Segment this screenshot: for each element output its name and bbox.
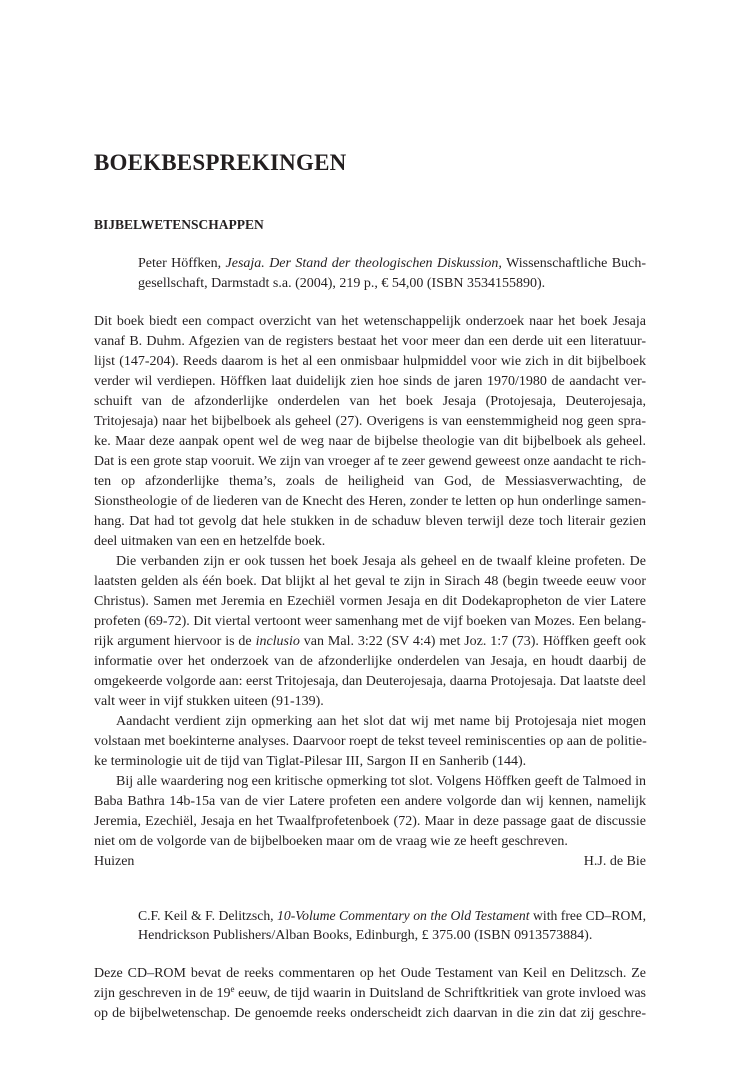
review1-p4-line: Bij alle waardering nog een kritische opmerking tot slot. Volgens Höffken geeft de Talmoed in — [116, 774, 646, 789]
review1-p2-line: Christus). Samen met Jeremia en Ezechiël vormen Jesaja en dit Dodekapropheton de vier Latere — [94, 594, 646, 609]
text-run: eeuw, de tijd waarin in Duitsland de Schriftkritiek van grote invloed was — [234, 986, 647, 1001]
review2-citation-line1 — [138, 906, 646, 926]
review1-citation-line1 — [138, 254, 646, 274]
review1-p1-line: hang. Dat had tot gevolg dat hele stukken in de schaduw bleven terwijl deze toch literair gezien — [94, 514, 646, 529]
review1-p1-line: Tritojesaja) naar het bijbelboek als geheel (27). Overigens is van eenstemmigheid nog geen spra- — [94, 414, 646, 429]
review1-p3-line: Aandacht verdient zijn opmerking aan het slot dat wij met name bij Protojesaja niet mogen — [116, 714, 646, 729]
citation-title: 10-Volume Commentary on the Old Testament — [277, 908, 530, 923]
review1-p1-line: deel uitmaken van een en hetzelfde boek. — [94, 534, 326, 549]
review1-p4-line: niet om de volgorde van de bijbelboeken maar om de vraag wie ze heeft geschreven. — [94, 834, 568, 849]
section-heading: BIJBELWETENSCHAPPEN — [94, 217, 264, 232]
citation-author: Peter Höffken, — [138, 256, 226, 271]
review1-citation-line2: gesellschaft, Darmstadt s.a. (2004), 219 p., € 54,00 (ISBN 3534155890). — [138, 276, 546, 291]
citation-publisher: Wissenschaftliche Buch- — [501, 256, 647, 271]
review1-p1-line: schuift van de afzonderlijke onderdelen van het boek Jesaja (Protojesaja, Deuterojesaja, — [94, 394, 646, 409]
text-run: zijn geschreven in de 19 — [94, 986, 231, 1001]
review1-p1-line: verder wil verdiepen. Höffken laat duidelijk zien hoe sinds de jaren 1970/1980 de aandacht ver- — [94, 374, 646, 389]
review1-signature — [94, 852, 646, 872]
review-place: Huizen — [94, 854, 135, 869]
superscript: e — [230, 984, 235, 994]
emphasis: inclusio — [255, 634, 300, 649]
review1-p2-line: laatsten gelden als één boek. Dat blijkt al het geval te zijn in Sirach 48 (begin tweede eeuw voor — [94, 574, 646, 589]
review1-p2-line: omgekeerde volgorde aan: eerst Tritojesaja, dan Deuterojesaja, daarna Protojesaja. Dat laatste deel — [94, 674, 647, 689]
text-run: van Mal. 3:22 (SV 4:4) met Joz. 1:7 (73). Höffken geeft ook — [299, 634, 646, 649]
review2-p1-line — [94, 984, 646, 1004]
review1-p2-line: Die verbanden zijn er ook tussen het boek Jesaja als geheel en de twaalf kleine profeten. De — [116, 554, 646, 569]
text-run: rijk argument hiervoor is de — [94, 634, 256, 649]
review1-p1-line: lijst (147-204). Reeds daarom is het al een onmisbaar hulpmiddel voor wie zich in dit bijbelboek — [94, 354, 646, 369]
review1-p1-line: Dat is een grote stap vooruit. We zijn van vroeger af te zeer gewend geweest onze aandacht te rich- — [94, 454, 646, 469]
review1-p2-line: informatie over het onderzoek van de afzonderlijke onderdelen van Jesaja, en houdt daarbij de — [94, 654, 646, 669]
citation-title: Jesaja. Der Stand der theologischen Diskussion, — [225, 256, 502, 271]
review1-p1-line: Sionstheologie of de liederen van de Knecht des Heren, zonder te letten op hun onderlinge samen- — [94, 494, 646, 509]
reviewer-name: H.J. de Bie — [583, 854, 646, 869]
citation-author: C.F. Keil & F. Delitzsch, — [138, 908, 278, 923]
review1-p3-line: ke terminologie uit de tijd van Tiglat-Pilesar III, Sargon II en Sanherib (144). — [94, 754, 527, 769]
review1-p1-line: Dit boek biedt een compact overzicht van het wetenschappelijk onderzoek naar het boek Jesaja — [94, 314, 646, 329]
review1-p1-line: ke. Maar deze aanpak opent wel de weg naar de bijbelse theologie van dit bijbelboek als geheel. — [94, 434, 646, 449]
review1-p2-line: valt weer in vijf stukken uiteen (91-139). — [94, 694, 324, 709]
review1-p3-line: volstaan met boekinterne analyses. Daarvoor roept de tekst teveel reminiscenties op aan de politie- — [94, 734, 647, 749]
citation-publisher: with free CD–ROM, — [529, 908, 646, 923]
review1-p2-line — [94, 632, 646, 652]
review2-p1-line: op de bijbelwetenschap. De genoemde reeks onderscheidt zich daarvan in die zin dat zij geschre- — [94, 1006, 646, 1021]
review1-p2-line: profeten (69-72). Dit viertal vertoont weer samenhang met de vijf boeken van Mozes. Een belang- — [94, 614, 646, 629]
review2-citation-line2: Hendrickson Publishers/Alban Books, Edinburgh, £ 375.00 (ISBN 0913573884). — [138, 928, 593, 943]
review2-p1-line: Deze CD–ROM bevat de reeks commentaren op het Oude Testament van Keil en Delitzsch. Ze — [94, 966, 646, 981]
page-heading: BOEKBESPREKINGEN — [94, 150, 347, 175]
review1-p1-line: ten op afzonderlijke thema’s, zoals de heiligheid van God, de Messiasverwachting, de — [94, 474, 646, 489]
review1-p4-line: Baba Bathra 14b-15a van de vier Latere profeten een andere volgorde dan wij kennen, namelijk — [94, 794, 646, 809]
review1-p4-line: Jeremia, Ezechiël, Jesaja en het Twaalfprofetenboek (72). Maar in deze passage gaat de discussie — [94, 814, 646, 829]
review1-p1-line: vanaf B. Duhm. Afgezien van de registers bestaat het voor meer dan een derde uit een literatuur- — [94, 334, 646, 349]
